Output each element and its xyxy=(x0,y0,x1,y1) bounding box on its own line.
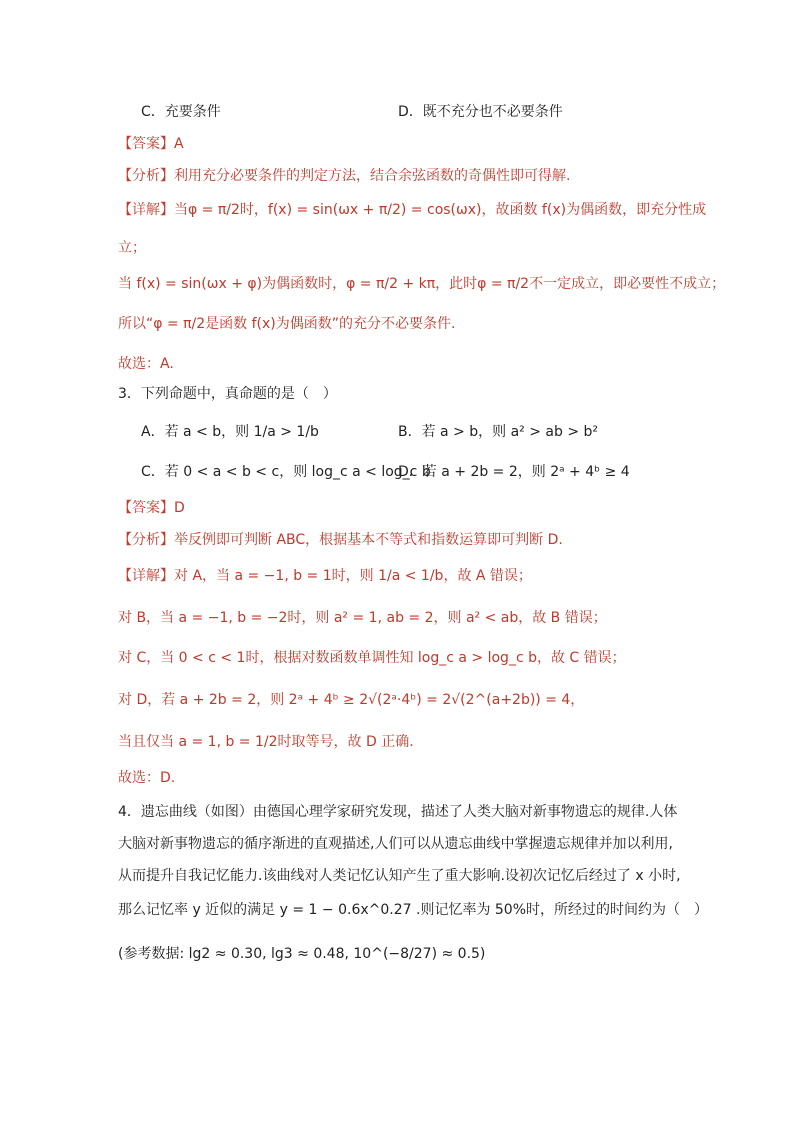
detail-tag: 【详解】 xyxy=(118,568,174,584)
q2-detail-line3: 所以“φ = π/2是函数 f(x)为偶函数”的充分不必要条件. xyxy=(118,316,456,332)
q2-detail-line1b: 立； xyxy=(118,240,146,256)
q3-option-d: D．若 a + 2b = 2，则 2ᵃ + 4ᵇ ≥ 4 xyxy=(398,464,630,480)
q3-choose: 故选：D. xyxy=(118,770,176,786)
q2-answer xyxy=(118,134,184,154)
answer-tag: 【答案】 xyxy=(118,136,174,152)
q4-stem-line3: 从而提升自我记忆能力.该曲线对人类记忆认知产生了重大影响.设初次记忆后经过了 x 小时, xyxy=(118,868,681,884)
q3-stem: 3．下列命题中，真命题的是（ ） xyxy=(118,386,337,402)
q3-option-b: B．若 a > b，则 a² > ab > b² xyxy=(398,424,599,440)
q4-reference-data: (参考数据: lg2 ≈ 0.30, lg3 ≈ 0.48, 10^(−8/27) ≈ 0.5) xyxy=(118,946,486,962)
q2-option-d: D．既不充分也不必要条件 xyxy=(398,104,563,120)
q3-option-c: C．若 0 < a < b < c，则 log_c a < log_c b xyxy=(141,464,431,480)
detail-text: 对 A，当 a = −1, b = 1时，则 1/a < 1/b，故 A 错误； xyxy=(174,568,532,584)
analysis-text: 利用充分必要条件的判定方法，结合余弦函数的奇偶性即可得解. xyxy=(174,168,571,184)
q3-analysis xyxy=(118,530,563,550)
q3-detail-line5: 当且仅当 a = 1, b = 1/2时取等号，故 D 正确. xyxy=(118,734,414,750)
detail-text: 当φ = π/2时，f(x) = sin(ωx + π/2) = cos(ωx)，故函数 f(x)为偶函数，即充分性成 xyxy=(174,202,707,218)
q4-stem-line1: 4．遗忘曲线（如图）由德国心理学家研究发现，描述了人类大脑对新事物遗忘的规律.人体 xyxy=(118,804,678,820)
q2-detail-line1 xyxy=(118,200,706,220)
q2-analysis xyxy=(118,166,570,186)
q3-answer xyxy=(118,498,185,518)
q3-detail-line2: 对 B，当 a = −1, b = −2时，则 a² = 1, ab = 2，则 a² < ab，故 B 错误； xyxy=(118,610,607,626)
analysis-tag: 【分析】 xyxy=(118,532,174,548)
q2-choose: 故选：A. xyxy=(118,356,174,372)
q2-detail-line2: 当 f(x) = sin(ωx + φ)为偶函数时，φ = π/2 + kπ，此时φ = π/2不一定成立，即必要性不成立； xyxy=(118,276,726,292)
q3-detail-line3: 对 C，当 0 < c < 1时，根据对数函数单调性知 log_c a > log_c b，故 C 错误； xyxy=(118,650,626,666)
q3-detail-line4: 对 D，若 a + 2b = 2，则 2ᵃ + 4ᵇ ≥ 2√(2ᵃ·4ᵇ) = 2√(2^(a+2b)) = 4， xyxy=(118,692,585,708)
analysis-text: 举反例即可判断 ABC，根据基本不等式和指数运算即可判断 D. xyxy=(174,532,563,548)
answer-value: D xyxy=(174,500,185,516)
detail-tag: 【详解】 xyxy=(118,202,174,218)
q3-option-a: A．若 a < b，则 1/a > 1/b xyxy=(141,424,319,440)
answer-value: A xyxy=(174,136,184,152)
q4-stem-line4: 那么记忆率 y 近似的满足 y = 1 − 0.6x^0.27 .则记忆率为 50%时，所经过的时间约为（ ） xyxy=(118,902,709,918)
q3-detail-line1 xyxy=(118,566,532,586)
q2-option-c: C．充要条件 xyxy=(141,104,221,120)
answer-tag: 【答案】 xyxy=(118,500,174,516)
q4-stem-line2: 大脑对新事物遗忘的循序渐进的直观描述,人们可以从遗忘曲线中掌握遗忘规律并加以利用, xyxy=(118,836,673,852)
analysis-tag: 【分析】 xyxy=(118,168,174,184)
